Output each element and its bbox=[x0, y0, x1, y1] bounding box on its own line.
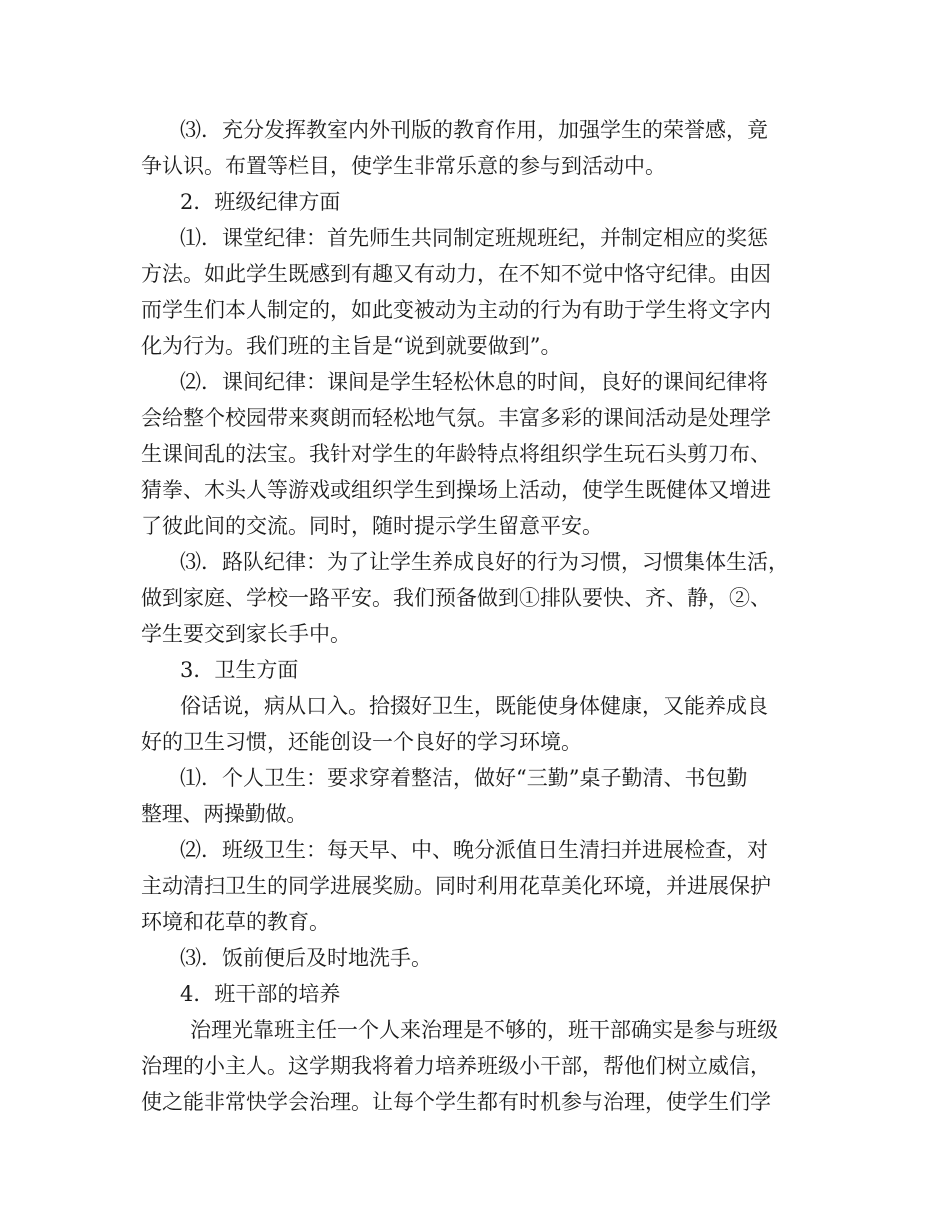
text-line: 环境和花草的教育。 bbox=[141, 910, 330, 934]
text-line: 俗话说，病从口入。拾掇好卫生，既能使身体健康，又能养成良 bbox=[180, 694, 768, 718]
section-heading: 3．卫生方面 bbox=[180, 658, 299, 682]
text-line: 会给整个校园带来爽朗而轻松地气氛。丰富多彩的课间活动是处理学 bbox=[141, 406, 771, 430]
text-line: 了彼此间的交流。同时，随时提示学生留意平安。 bbox=[141, 514, 603, 538]
text-line: ⑶．路队纪律：为了让学生养成良好的行为习惯，习惯集体生活， bbox=[180, 550, 789, 574]
text-line: 生课间乱的法宝。我针对学生的年龄特点将组织学生玩石头剪刀布、 bbox=[141, 442, 771, 466]
text-line: ⑶．饭前便后及时地洗手。 bbox=[180, 946, 432, 970]
text-line: 治理光靠班主任一个人来治理是不够的，班干部确实是参与班级 bbox=[190, 1018, 778, 1042]
text-line: 使之能非常快学会治理。让每个学生都有时机参与治理，使学生们学 bbox=[141, 1090, 771, 1114]
text-line: ⑴．课堂纪律：首先师生共同制定班规班纪，并制定相应的奖惩 bbox=[180, 226, 768, 250]
text-line: ⑵．课间纪律：课间是学生轻松休息的时间，良好的课间纪律将 bbox=[180, 370, 768, 394]
text-line: 好的卫生习惯，还能创设一个良好的学习环境。 bbox=[141, 730, 582, 754]
text-line: 争认识。布置等栏目，使学生非常乐意的参与到活动中。 bbox=[141, 154, 666, 178]
text-line: 主动清扫卫生的同学进展奖励。同时利用花草美化环境，并进展保护 bbox=[141, 874, 771, 898]
text-line: 化为行为。我们班的主旨是“说到就要做到”。 bbox=[141, 334, 562, 358]
text-line: ⑵．班级卫生：每天早、中、晚分派值日生清扫并进展检查，对 bbox=[180, 838, 768, 862]
text-line: ⑴．个人卫生：要求穿着整洁，做好“三勤”桌子勤清、书包勤 bbox=[180, 766, 748, 790]
text-line: 做到家庭、学校一路平安。我们预备做到①排队要快、齐、静，②、 bbox=[141, 586, 771, 610]
section-heading: 2．班级纪律方面 bbox=[180, 190, 341, 214]
section-heading: 4．班干部的培养 bbox=[180, 982, 341, 1006]
text-line: 学生要交到家长手中。 bbox=[141, 622, 351, 646]
text-line: ⑶．充分发挥教室内外刊版的教育作用，加强学生的荣誉感，竟 bbox=[180, 118, 768, 142]
text-line: 方法。如此学生既感到有趣又有动力，在不知不觉中恪守纪律。由因 bbox=[141, 262, 771, 286]
text-line: 猜拳、木头人等游戏或组织学生到操场上活动，使学生既健体又增进 bbox=[141, 478, 771, 502]
text-line: 治理的小主人。这学期我将着力培养班级小干部，帮他们树立威信， bbox=[141, 1054, 771, 1078]
text-line: 整理、两操勤做。 bbox=[141, 802, 307, 826]
text-line: 而学生们本人制定的，如此变被动为主动的行为有助于学生将文字内 bbox=[141, 298, 771, 322]
